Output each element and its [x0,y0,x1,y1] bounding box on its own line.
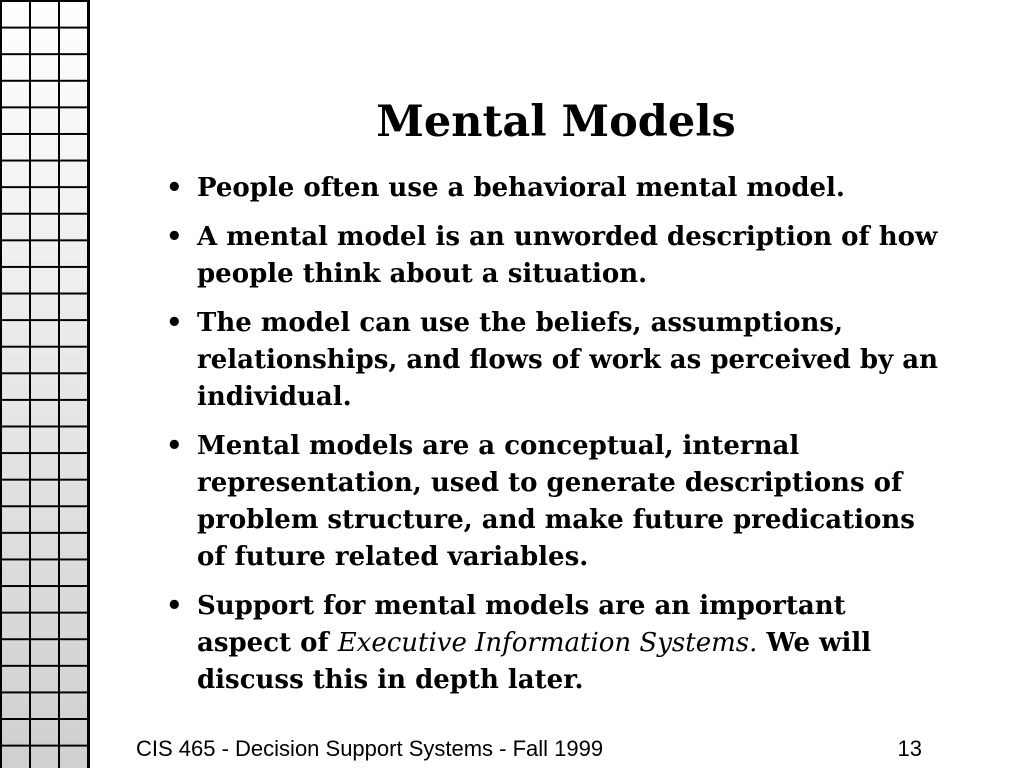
decorative-grid-strip [0,0,90,768]
bullet-list [166,170,946,711]
bullet-icon: • [166,308,183,338]
bullet-icon: • [166,173,183,203]
bullet-item [166,170,946,207]
bullet-text-before: Support for mental models are an important aspect of [197,591,846,658]
bullet-text: People often use a behavioral mental model. [197,173,845,203]
footer-page-number: 13 [897,736,922,761]
bullet-text-after: We will discuss this in depth later. [197,628,872,695]
bullet-icon: • [166,431,183,461]
bullet-text: The model can use the beliefs, assumptions, relationships, and flows of work as perceived by an individual. [197,308,938,412]
bullet-icon: • [166,591,183,621]
bullet-text-italic: Executive Information Systems. [337,628,758,658]
bullet-item [166,305,946,416]
bullet-text: A mental model is an unworded description of how people think about a situation. [197,222,938,289]
bullet-item [166,588,946,699]
bullet-item [166,219,946,293]
slide-title: Mental Models [376,97,736,147]
footer-course: CIS 465 - Decision Support Systems - Fall 1999 [136,736,604,761]
bullet-icon: • [166,222,183,252]
bullet-item [166,428,946,576]
bullet-text: Mental models are a conceptual, internal representation, used to generate descriptions of problem structure, and make future predications of future related variables. [197,431,915,572]
